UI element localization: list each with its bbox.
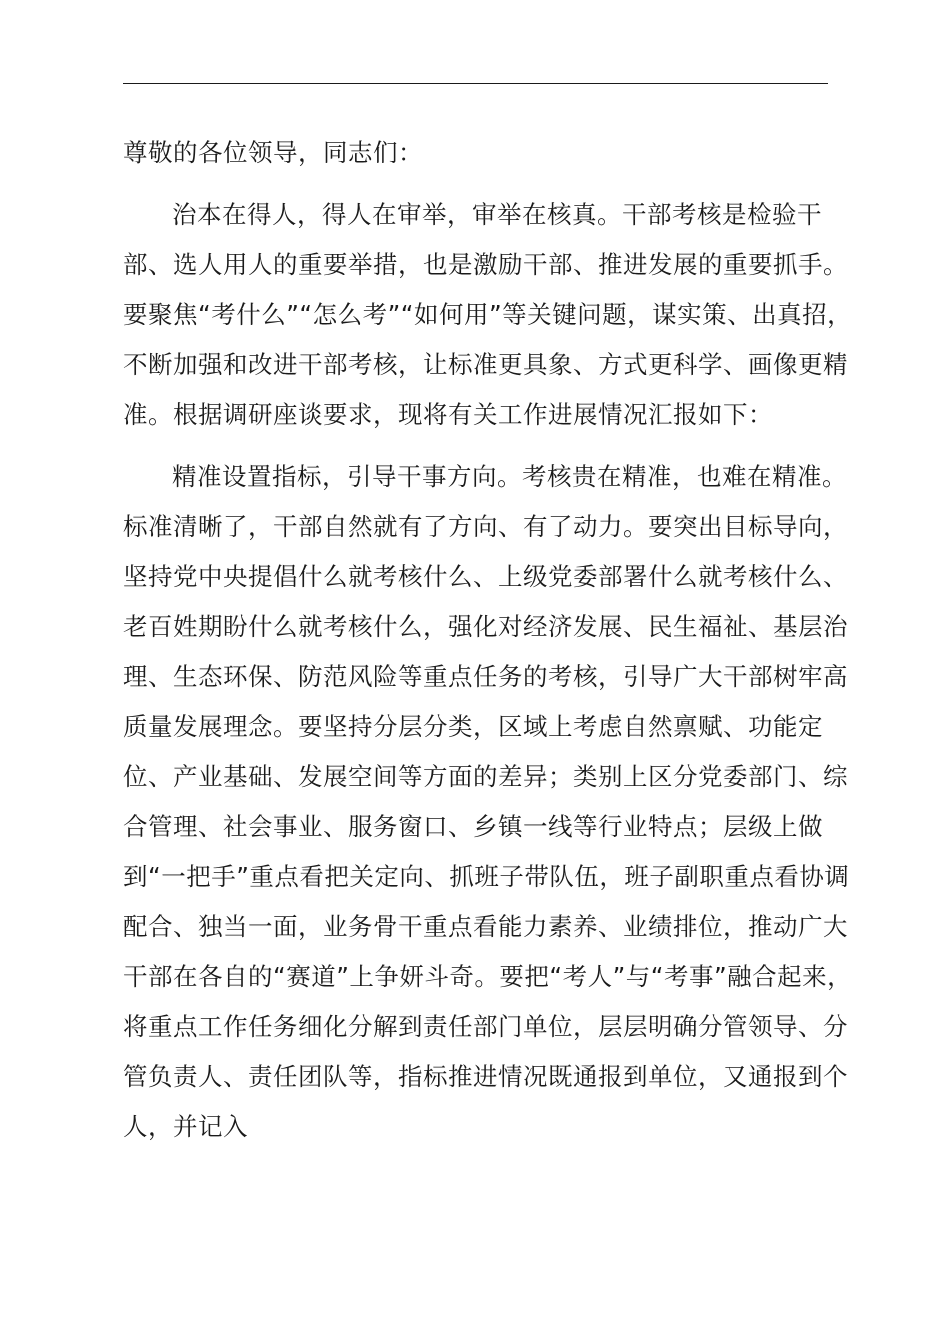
header-rule bbox=[123, 83, 828, 84]
salutation: 尊敬的各位领导，同志们： bbox=[123, 138, 423, 167]
document-body bbox=[123, 128, 853, 1164]
paragraph-intro: 治本在得人，得人在审举，审举在核真。干部考核是检验干部、选人用人的重要举措，也是激励干部、推进发展的重要抓手。要聚焦“考什么”“怎么考”“如何用”等关键问题，谋实策、出真招，不断加强和改进干部考核，让标准更具象、方式更科学、画像更精准。根据调研座谈要求，现将有关工作进展情况汇报如下： bbox=[123, 200, 853, 429]
paragraph-indicators: 精准设置指标，引导干事方向。考核贵在精准，也难在精准。标准清晰了，干部自然就有了方向、有了动力。要突出目标导向，坚持党中央提倡什么就考核什么、上级党委部署什么就考核什么、老百姓期盼什么就考核什么，强化对经济发展、民生福祉、基层治理、生态环保、防范风险等重点任务的考核，引导广大干部树牢高质量发展理念。要坚持分层分类，区域上考虑自然禀赋、功能定位、产业基础、发展空间等方面的差异；类别上区分党委部门、综合管理、社会事业、服务窗口、乡镇一线等行业特点；层级上做到“一把手”重点看把关定向、抓班子带队伍，班子副职重点看协调配合、独当一面，业务骨干重点看能力素养、业绩排位，推动广大干部在各自的“赛道”上争妍斗奇。要把“考人”与“考事”融合起来，将重点工作任务细化分解到责任部门单位，层层明确分管领导、分管负责人、责任团队等，指标推进情况既通报到单位，又通报到个人，并记入 bbox=[123, 462, 853, 1141]
